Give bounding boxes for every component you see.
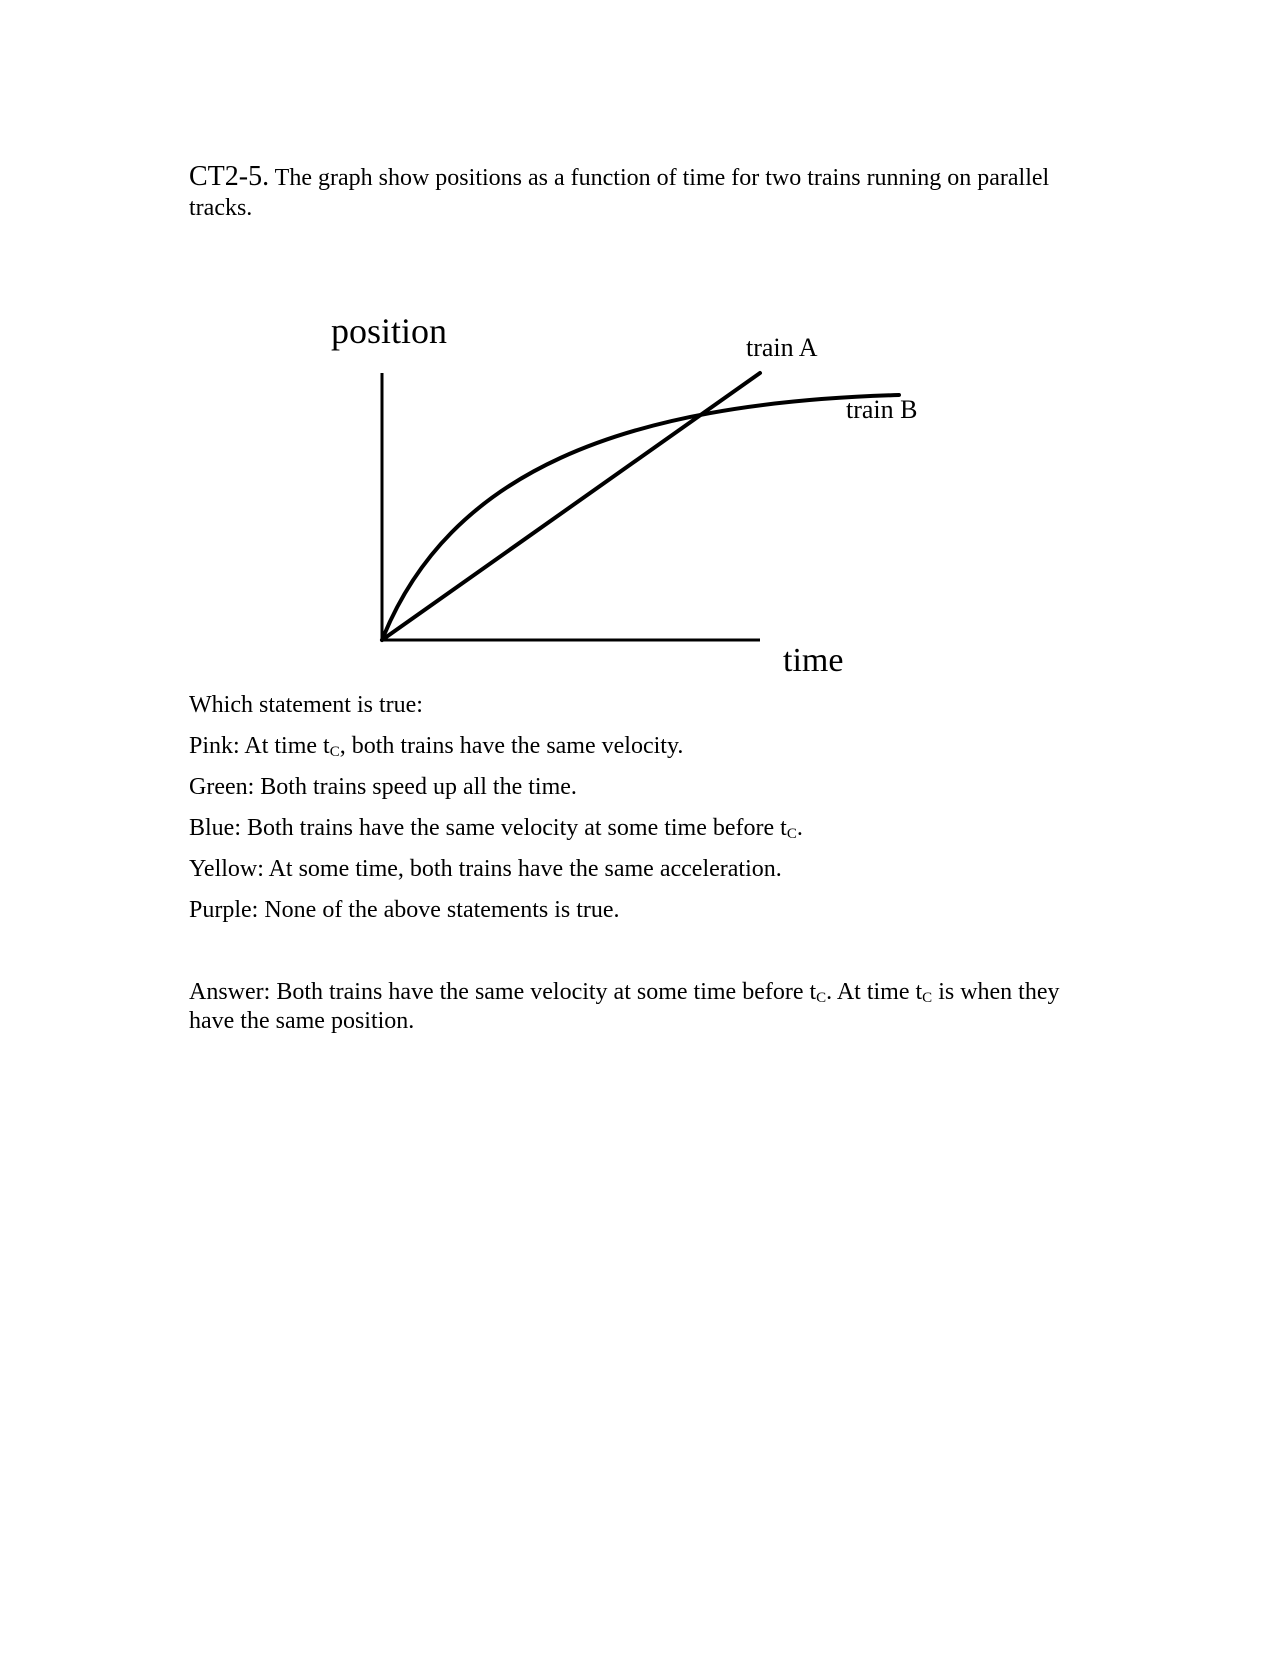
option-blue-text: Blue: Both trains have the same velocity at some time before t — [189, 815, 787, 841]
subscript-c: C — [786, 826, 797, 842]
question-text: The graph show positions as a function of time for two trains running on parallel tracks. — [189, 165, 1050, 221]
option-pink — [189, 732, 1109, 760]
answer-part-2: . At time t — [826, 979, 923, 1005]
answer-part-1: Answer: Both trains have the same velocity at some time before t — [189, 979, 817, 1005]
option-pink-text: Pink: At time t — [189, 733, 330, 759]
option-purple: Purple: None of the above statements is true. — [189, 897, 620, 923]
option-pink-text-end: , both trains have the same velocity. — [339, 733, 684, 759]
option-blue-text-end: . — [796, 815, 803, 841]
train-b-curve — [382, 395, 899, 640]
subscript-c: C — [922, 990, 933, 1006]
train-a-label: train A — [746, 333, 818, 362]
answer-text — [189, 978, 1109, 1036]
option-yellow: Yellow: At some time, both trains have the same acceleration. — [189, 856, 782, 882]
question-code: CT2-5. — [189, 161, 270, 192]
answer-part-3: is when they have the same position. — [189, 979, 1060, 1034]
graph-svg — [189, 223, 1109, 663]
option-blue — [189, 814, 1109, 842]
option-green: Green: Both trains speed up all the time. — [189, 774, 577, 800]
subscript-c: C — [816, 990, 827, 1006]
question-prompt: Which statement is true: — [189, 692, 423, 718]
question-heading — [189, 162, 1109, 223]
train-b-label: train B — [846, 395, 918, 424]
subscript-c: C — [329, 744, 340, 760]
y-axis-label: position — [331, 311, 448, 351]
position-time-graph — [189, 223, 1109, 679]
x-axis-label: time — [783, 642, 844, 679]
document-page — [189, 162, 1109, 1036]
